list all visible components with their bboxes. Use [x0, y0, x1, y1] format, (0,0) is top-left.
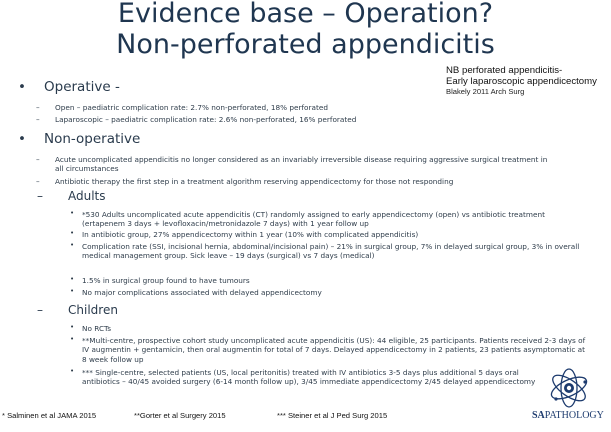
title-line-2: Non-perforated appendicitis	[116, 29, 495, 60]
operative-item: – Open – paediatric complication rate: 2.7% non-perforated, 18% perforated	[36, 103, 328, 112]
logo-wordmark: SAPATHOLOGY	[532, 410, 604, 421]
adults-item: • *530 Adults uncomplicated acute appendicitis (CT) randomly assigned to early appendicectomy (open) vs antibiotic treatment (ertapenem 3 days + levofloxacin/metronidazole 7 days) with 1 year follow up	[70, 209, 545, 229]
dash: –	[36, 177, 40, 186]
operative-item: – Laparoscopic – paediatric complication rate: 2.6% non-perforated, 16% perforated	[36, 115, 357, 124]
children-item: • **Multi-centre, prospective cohort study uncomplicated acute appendicitis (US): 44 eligible, 25 participants. Patients received 2-3 days of IV augmentin + gentamicin, then oral augmentin for total of 7 days. Delayed appendicectomy in 2 patients, 23 patients asymptomatic at 8 week follow up	[70, 335, 586, 364]
bullet: •	[18, 131, 26, 147]
operative-heading	[18, 79, 120, 95]
children-item: • *** Single-centre, selected patients (US, local peritonitis) treated with IV antibiotics 3-5 days plus additional 5 days oral antibiotics – 40/45 avoided surgery (6-14 month follow up), 3/45 immediate appendicectomy 2/45 delayed appendicectomy	[70, 367, 536, 387]
adults-item: • 1.5% in surgical group found to have tumours	[70, 275, 250, 285]
bullet: •	[70, 367, 75, 375]
adults-item: • No major complications associated with delayed appendicectomy	[70, 287, 322, 297]
dash: –	[37, 189, 43, 203]
note-line-2: Early laparoscopic appendicectomy	[446, 75, 597, 87]
dash: –	[36, 155, 40, 164]
children-heading-text: Children	[68, 303, 118, 317]
note-citation: Blakely 2011 Arch Surg	[446, 87, 525, 96]
bullet: •	[70, 209, 75, 217]
adults-item: • In antibiotic group, 27% appendicectomy within 1 year (10% with complicated appendicitis)	[70, 229, 419, 239]
dash: –	[36, 103, 40, 112]
adults-item: • Complication rate (SSI, incisional hernia, abdominal/incisional pain) – 21% in surgical group, 7% in delayed surgical group, 3% in overall medical management group. Sick leave – 19 days (surgical) vs 7 days (medical)	[70, 241, 580, 261]
reference-2: **Gorter et al Surgery 2015	[134, 411, 226, 420]
non-operative-heading-text: Non-operative	[44, 131, 141, 147]
bullet: •	[70, 287, 75, 295]
non-operative-heading	[18, 131, 140, 147]
dash: –	[37, 303, 43, 317]
bullet: •	[70, 275, 75, 283]
bullet: •	[18, 79, 26, 95]
non-operative-item: – Antibiotic therapy the first step in a treatment algorithm reserving appendicectomy for those not responding	[36, 177, 454, 186]
adults-heading	[37, 189, 106, 203]
adults-heading-text: Adults	[68, 189, 106, 203]
reference-1: * Salminen et al JAMA 2015	[2, 411, 97, 420]
bullet: •	[70, 335, 75, 343]
dash: –	[36, 115, 40, 124]
non-operative-item: – Acute uncomplicated appendicitis no longer considered as an invariably irreversible disease requiring aggressive surgical treatment in all circumstances	[36, 155, 548, 174]
operative-heading-text: Operative -	[44, 79, 120, 95]
bullet: •	[70, 241, 75, 249]
note-line-1: NB perforated appendicitis-	[446, 66, 563, 76]
title-line-1: Evidence base – Operation?	[117, 0, 494, 29]
children-heading	[37, 303, 118, 317]
bullet: •	[70, 323, 75, 331]
children-item: • No RCTs	[70, 323, 112, 333]
bullet: •	[70, 229, 75, 237]
reference-3: *** Steiner et al J Ped Surg 2015	[277, 411, 388, 420]
